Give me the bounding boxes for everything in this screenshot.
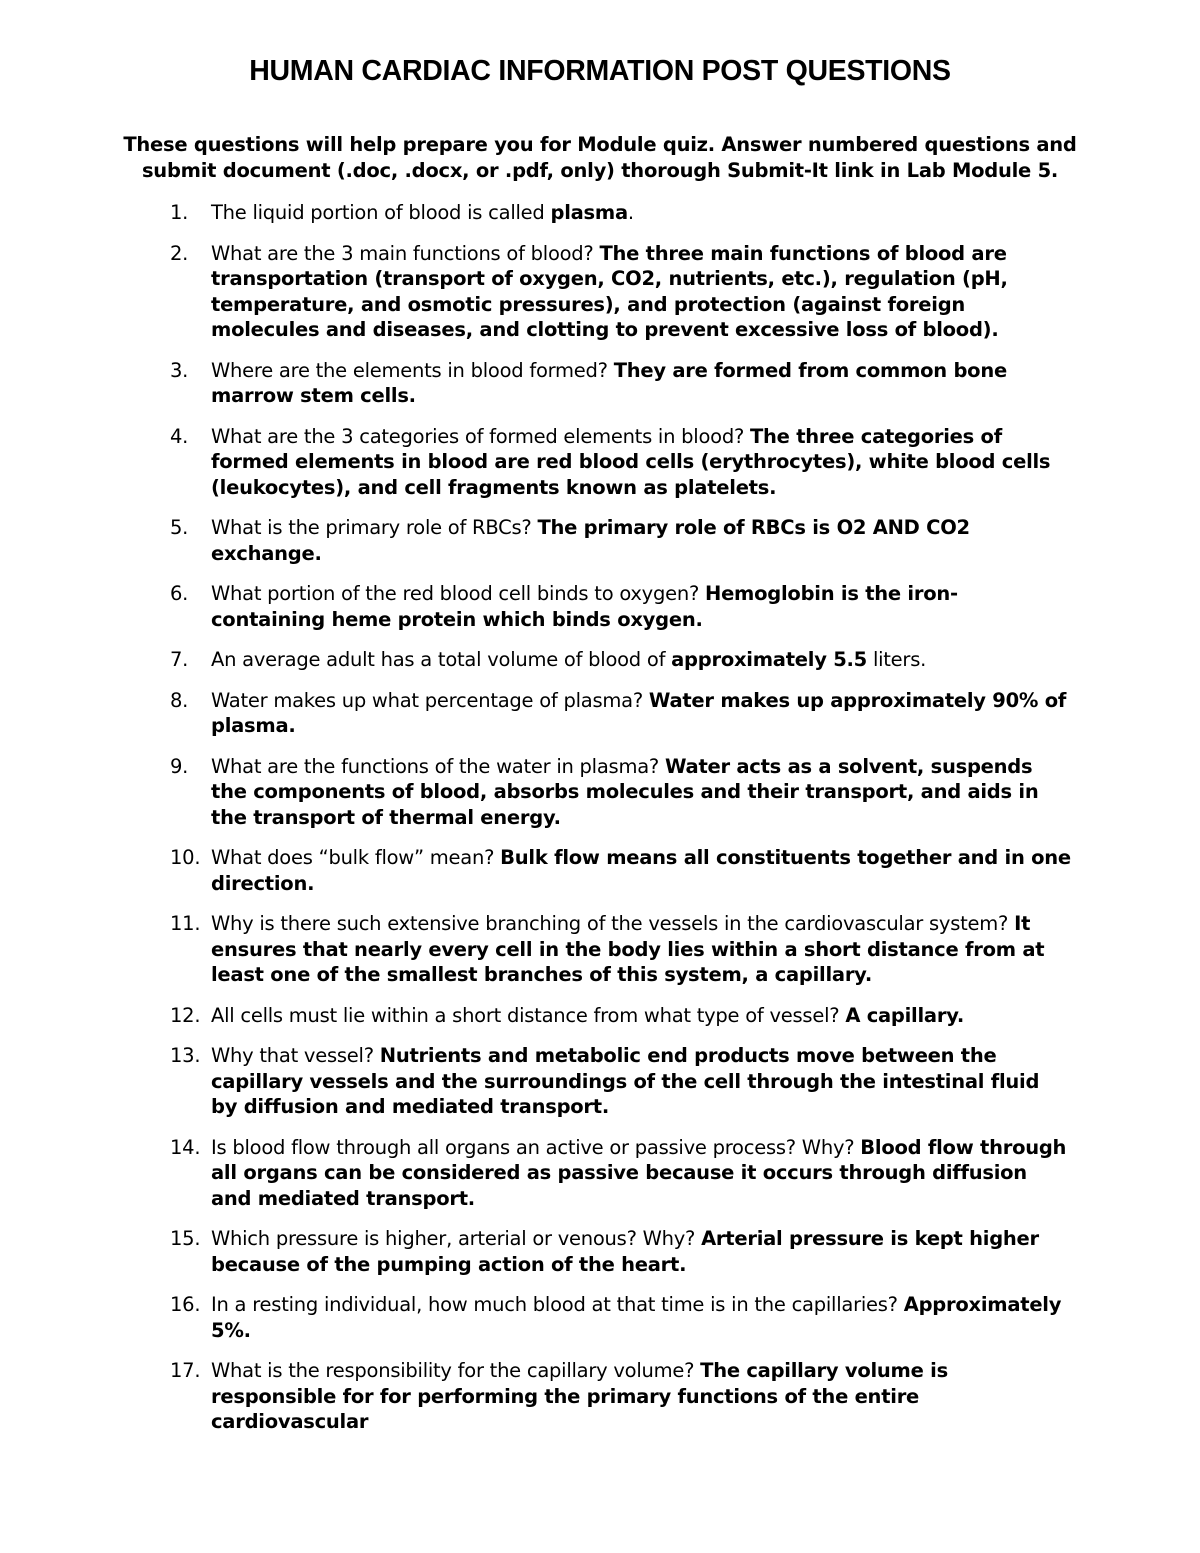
question-item [0, 424, 1071, 501]
question-number: 9. [170, 754, 189, 778]
question-item [0, 515, 1071, 566]
question-number: 10. [170, 846, 201, 869]
question-item [0, 241, 1071, 343]
answer-text: The three main functions of blood are transportation (transport of oxygen, CO2, nutrients, etc.), regulation (pH, temperature, and osmotic pressures), and protection (against foreign molecules and diseases, and clotting to prevent excessive loss of blood). [211, 241, 1008, 341]
answer-text: A capillary. [845, 1003, 965, 1027]
question-number: 14. [170, 1135, 201, 1159]
answer-text: Nutrients and metabolic end products move between the capillary vessels and the surroundings of the cell through the intestinal fluid by diffusion and mediated transport. [211, 1044, 1040, 1118]
question-item [0, 1043, 1071, 1120]
question-text: An average adult has a total volume of blood of [211, 648, 672, 671]
question-item [0, 581, 1071, 632]
question-text: Where are the elements in blood formed? [211, 358, 614, 382]
question-tail: . [627, 201, 634, 224]
question-number: 3. [170, 358, 189, 382]
question-number: 12. [170, 1003, 201, 1027]
question-tail: liters. [867, 648, 927, 671]
question-text: What are the functions of the water in plasma? [211, 754, 665, 778]
answer-text: It ensures that nearly every cell in the body lies within a short distance from at least one of the smallest branches of this system, a capillary. [211, 912, 1045, 986]
instructions-paragraph: These questions will help prepare you for Module quiz. Answer numbered questions and submit document (.doc, .docx, or .pdf, only) thorough Submit-It link in Lab Module 5. [123, 133, 1077, 182]
question-text: Why is there such extensive branching of the vessels in the cardiovascular system? [211, 912, 1015, 935]
question-text: What does “bulk flow” mean? [211, 846, 501, 869]
question-item [0, 1003, 1071, 1029]
question-text: The liquid portion of blood is called [211, 201, 551, 224]
answer-text: The three categories of formed elements in blood are red blood cells (erythrocytes), white blood cells (leukocytes), and cell fragments known as platelets. [211, 424, 1051, 499]
question-text: What is the primary role of RBCs? [211, 516, 538, 539]
question-number: 5. [170, 516, 189, 539]
question-text: What are the 3 main functions of blood? [211, 241, 600, 265]
question-text: Water makes up what percentage of plasma? [211, 688, 649, 712]
question-item [0, 1135, 1071, 1212]
question-text: Why that vessel? [211, 1044, 380, 1067]
question-number: 2. [170, 241, 189, 265]
question-list [0, 200, 1200, 1450]
question-number: 13. [170, 1044, 201, 1067]
question-text: What are the 3 categories of formed elements in blood? [211, 424, 750, 448]
question-item [0, 911, 1071, 988]
question-text: What portion of the red blood cell binds to oxygen? [211, 582, 706, 605]
question-item [0, 754, 1071, 831]
question-text: What is the responsibility for the capillary volume? [211, 1359, 701, 1382]
answer-text: Blood flow through all organs can be considered as passive because it occurs through diffusion and mediated transport. [211, 1135, 1067, 1210]
question-number: 11. [170, 912, 201, 935]
answer-text: approximately 5.5 [671, 648, 867, 671]
question-item [0, 1292, 1071, 1343]
question-number: 15. [170, 1227, 201, 1250]
question-item [0, 688, 1071, 739]
question-text: All cells must lie within a short distance from what type of vessel? [211, 1003, 846, 1027]
question-item [0, 358, 1071, 409]
question-number: 6. [170, 582, 189, 605]
question-number: 17. [170, 1359, 201, 1382]
answer-text: The primary role of RBCs is O2 AND CO2 exchange. [211, 516, 970, 565]
question-item [0, 1358, 1071, 1435]
question-number: 4. [170, 424, 189, 448]
answer-text: Arterial pressure is kept higher because of the pumping action of the heart. [211, 1227, 1039, 1276]
question-number: 1. [170, 201, 189, 224]
answer-text: Water makes up approximately 90% of plasma. [211, 688, 1067, 737]
answer-text: Water acts as a solvent, suspends the components of blood, absorbs molecules and their transport, and aids in the transport of thermal energy. [211, 754, 1039, 829]
question-text: Which pressure is higher, arterial or venous? Why? [211, 1227, 702, 1250]
question-item [0, 647, 1071, 673]
question-text: Is blood flow through all organs an active or passive process? Why? [211, 1135, 861, 1159]
answer-text: Hemoglobin is the iron-containing heme protein which binds oxygen. [211, 582, 958, 631]
question-item [0, 845, 1071, 896]
answer-text: Approximately 5%. [211, 1293, 1062, 1342]
answer-text: The capillary volume is responsible for for performing the primary functions of the entire cardiovascular [211, 1359, 948, 1433]
answer-text: Bulk flow means all constituents together and in one direction. [211, 846, 1071, 895]
answer-text: plasma [550, 201, 628, 224]
question-number: 7. [170, 648, 189, 671]
page-title: HUMAN CARDIAC INFORMATION POST QUESTIONS [249, 55, 951, 87]
question-number: 8. [170, 688, 189, 712]
question-item [0, 1226, 1071, 1277]
question-number: 16. [170, 1293, 201, 1316]
answer-text: They are formed from common bone marrow stem cells. [211, 358, 1007, 407]
question-text: In a resting individual, how much blood at that time is in the capillaries? [211, 1293, 904, 1316]
question-item [0, 200, 1071, 226]
